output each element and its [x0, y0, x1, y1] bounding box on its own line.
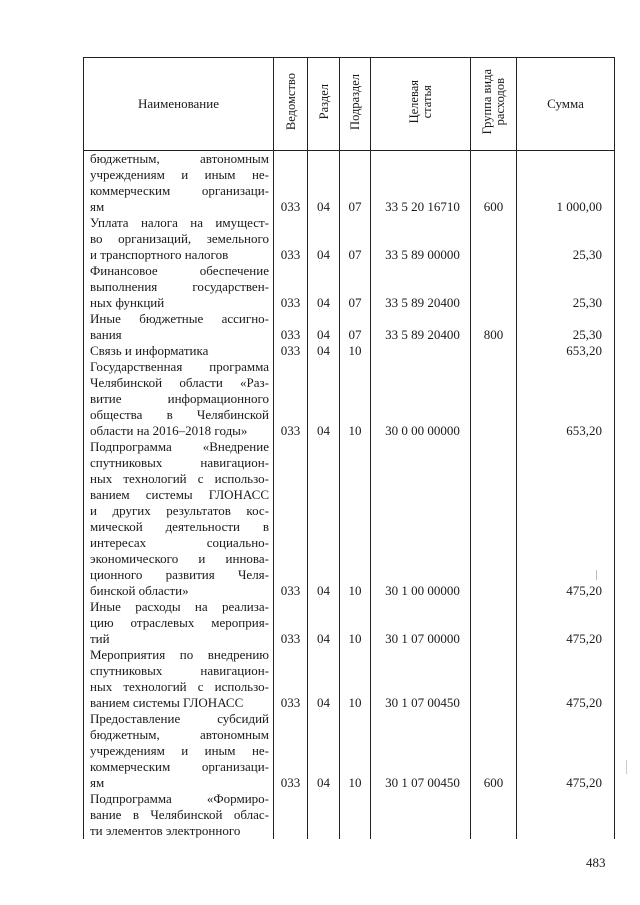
row-razdel-cell: [308, 791, 340, 839]
row-name-line: интересах социально-: [90, 535, 269, 550]
row-summa-cell: 653,20: [517, 343, 615, 359]
table-row: [84, 215, 615, 263]
row-name-line: области на 2016–2018 годы»: [90, 423, 248, 438]
row-vedomstvo-cell: 033: [274, 215, 308, 263]
row-celevaya-statya-cell: [371, 343, 471, 359]
row-name-line: и других результатов кос-: [90, 503, 269, 518]
header-name-label: Наименование: [138, 96, 219, 111]
row-razdel-cell: 04: [308, 311, 340, 343]
row-vedomstvo-cell: 033: [274, 343, 308, 359]
row-razdel-cell: 04: [308, 151, 340, 216]
header-podrazdel: [340, 58, 371, 151]
row-razdel-cell: 04: [308, 599, 340, 647]
row-name-line: Подпрограмма «Формиро-: [90, 791, 269, 806]
row-name-cell: [84, 311, 274, 343]
row-name-cell: [84, 647, 274, 711]
row-name-line: Связь и информатика: [90, 343, 209, 358]
row-name-line: Иные расходы на реализа-: [90, 599, 269, 614]
row-name-line: бинской области»: [90, 583, 189, 598]
row-name-line: бюджетным, автономным: [90, 151, 269, 166]
row-podrazdel-cell: 10: [340, 647, 371, 711]
header-razdel: [308, 58, 340, 151]
row-name-line: витие информационного: [90, 391, 269, 406]
row-gruppa-cell: [471, 439, 517, 599]
row-vedomstvo-cell: 033: [274, 711, 308, 791]
header-celevaya-statya: [371, 58, 471, 151]
table-body: [84, 151, 615, 840]
row-name-line: учреждениям и иным не-: [90, 167, 269, 182]
table-row: [84, 599, 615, 647]
row-podrazdel-cell: 10: [340, 343, 371, 359]
scan-speck: [626, 760, 627, 774]
row-name-line: ных технологий с использо-: [90, 679, 269, 694]
header-summa-label: Сумма: [547, 96, 584, 111]
row-podrazdel-cell: 07: [340, 263, 371, 311]
row-vedomstvo-cell: 033: [274, 359, 308, 439]
row-name-line: выполнения государствен-: [90, 279, 269, 294]
row-summa-cell: 25,30: [517, 215, 615, 263]
row-summa-cell: 25,30: [517, 263, 615, 311]
row-name-line: Подпрограмма «Внедрение: [90, 439, 269, 454]
row-name-cell: [84, 359, 274, 439]
row-celevaya-statya-cell: 33 5 89 20400: [371, 263, 471, 311]
row-podrazdel-cell: 07: [340, 311, 371, 343]
row-name-line: вание в Челябинской облас-: [90, 807, 269, 822]
row-name-line: Челябинской области «Раз-: [90, 375, 269, 390]
header-gruppa-line1: Группа вида: [479, 69, 494, 135]
row-name-line: Государственная программа: [90, 359, 269, 374]
row-vedomstvo-cell: 033: [274, 311, 308, 343]
table-row: [84, 359, 615, 439]
row-name-line: ванием системы ГЛОНАСС: [90, 695, 244, 710]
row-gruppa-cell: 800: [471, 311, 517, 343]
row-name-line: Предоставление субсидий: [90, 711, 269, 726]
table-row: [84, 311, 615, 343]
row-summa-cell: 1 000,00: [517, 151, 615, 216]
row-name-line: учреждениям и иным не-: [90, 743, 269, 758]
row-gruppa-cell: [471, 647, 517, 711]
row-summa-cell: 475,20: [517, 647, 615, 711]
row-name-line: ям: [90, 775, 105, 790]
row-name-cell: [84, 711, 274, 791]
row-name-line: спутниковых навигацион-: [90, 663, 269, 678]
row-name-line: Уплата налога на имущест-: [90, 215, 269, 230]
row-gruppa-cell: 600: [471, 711, 517, 791]
table-row: [84, 711, 615, 791]
row-vedomstvo-cell: [274, 791, 308, 839]
row-name-cell: [84, 791, 274, 839]
row-razdel-cell: 04: [308, 647, 340, 711]
row-name-line: Мероприятия по внедрению: [90, 647, 269, 662]
row-summa-cell: 475,20: [517, 711, 615, 791]
row-podrazdel-cell: 10: [340, 359, 371, 439]
row-summa-cell: 475,20: [517, 439, 615, 599]
scan-speck: [596, 570, 597, 580]
row-name-line: спутниковых навигацион-: [90, 455, 269, 470]
table-row: [84, 151, 615, 216]
row-name-line: мической деятельности в: [90, 519, 269, 534]
table-row: [84, 647, 615, 711]
budget-table: [83, 57, 615, 839]
row-name-cell: [84, 151, 274, 216]
row-name-line: коммерческим организаци-: [90, 183, 269, 198]
header-name: [84, 58, 274, 151]
row-gruppa-cell: [471, 343, 517, 359]
row-name-line: Иные бюджетные ассигно-: [90, 311, 269, 326]
row-celevaya-statya-cell: 30 1 07 00450: [371, 647, 471, 711]
header-vedomstvo-label: Ведомство: [283, 73, 298, 131]
row-name-cell: [84, 263, 274, 311]
row-name-line: ванием системы ГЛОНАСС: [90, 487, 269, 502]
row-name-line: ных технологий с использо-: [90, 471, 269, 486]
header-celevaya-label: [408, 80, 434, 123]
header-gruppa-label: [481, 69, 507, 134]
row-name-line: бюджетным, автономным: [90, 727, 269, 742]
row-summa-cell: 653,20: [517, 359, 615, 439]
row-name-cell: [84, 599, 274, 647]
row-podrazdel-cell: 10: [340, 439, 371, 599]
row-razdel-cell: 04: [308, 439, 340, 599]
row-celevaya-statya-cell: [371, 791, 471, 839]
row-name-line: ти элементов электронного: [90, 823, 241, 838]
row-celevaya-statya-cell: 30 1 00 00000: [371, 439, 471, 599]
row-gruppa-cell: 600: [471, 151, 517, 216]
row-celevaya-statya-cell: 30 1 07 00450: [371, 711, 471, 791]
row-vedomstvo-cell: 033: [274, 599, 308, 647]
header-razdel-label: Раздел: [316, 84, 331, 120]
header-summa: [517, 58, 615, 151]
header-podrazdel-label: Подраздел: [348, 74, 362, 130]
row-celevaya-statya-cell: 33 5 20 16710: [371, 151, 471, 216]
row-gruppa-cell: [471, 263, 517, 311]
row-razdel-cell: 04: [308, 359, 340, 439]
row-name-cell: [84, 439, 274, 599]
row-podrazdel-cell: 10: [340, 599, 371, 647]
row-podrazdel-cell: 07: [340, 215, 371, 263]
row-gruppa-cell: [471, 359, 517, 439]
header-vedomstvo: [274, 58, 308, 151]
header-celevaya-line1: Целевая: [406, 80, 421, 124]
header-gruppa-vida-rashodov: [471, 58, 517, 151]
header-celevaya-line2: статья: [419, 85, 434, 119]
row-razdel-cell: 04: [308, 215, 340, 263]
row-name-line: общества в Челябинской: [90, 407, 269, 422]
table-row: [84, 263, 615, 311]
row-podrazdel-cell: 07: [340, 151, 371, 216]
row-name-line: ям: [90, 199, 105, 214]
row-gruppa-cell: [471, 791, 517, 839]
table-row: [84, 439, 615, 599]
row-name-line: Финансовое обеспечение: [90, 263, 269, 278]
row-name-cell: [84, 343, 274, 359]
row-name-line: вания: [90, 327, 122, 342]
table-row: [84, 343, 615, 359]
table-row: [84, 791, 615, 839]
header-gruppa-line2: расходов: [492, 78, 507, 126]
table-header: [84, 58, 615, 151]
row-celevaya-statya-cell: 33 5 89 00000: [371, 215, 471, 263]
row-name-line: ных функций: [90, 295, 165, 310]
row-razdel-cell: 04: [308, 263, 340, 311]
page-number: 483: [586, 855, 606, 870]
row-vedomstvo-cell: 033: [274, 439, 308, 599]
row-razdel-cell: 04: [308, 343, 340, 359]
row-name-line: во организаций, земельного: [90, 231, 269, 246]
row-name-line: экономического и иннова-: [90, 551, 269, 566]
row-summa-cell: [517, 791, 615, 839]
row-name-cell: [84, 215, 274, 263]
row-celevaya-statya-cell: 33 5 89 20400: [371, 311, 471, 343]
row-name-line: цию отраслевых мероприя-: [90, 615, 269, 630]
row-summa-cell: 25,30: [517, 311, 615, 343]
row-celevaya-statya-cell: 30 0 00 00000: [371, 359, 471, 439]
row-vedomstvo-cell: 033: [274, 151, 308, 216]
row-name-line: коммерческим организаци-: [90, 759, 269, 774]
row-name-line: тий: [90, 631, 110, 646]
row-gruppa-cell: [471, 215, 517, 263]
row-razdel-cell: 04: [308, 711, 340, 791]
row-celevaya-statya-cell: 30 1 07 00000: [371, 599, 471, 647]
row-name-line: и транспортного налогов: [90, 247, 229, 262]
row-name-line: ционного развития Челя-: [90, 567, 269, 582]
row-vedomstvo-cell: 033: [274, 263, 308, 311]
row-summa-cell: 475,20: [517, 599, 615, 647]
row-vedomstvo-cell: 033: [274, 647, 308, 711]
row-podrazdel-cell: 10: [340, 711, 371, 791]
row-podrazdel-cell: [340, 791, 371, 839]
row-gruppa-cell: [471, 599, 517, 647]
